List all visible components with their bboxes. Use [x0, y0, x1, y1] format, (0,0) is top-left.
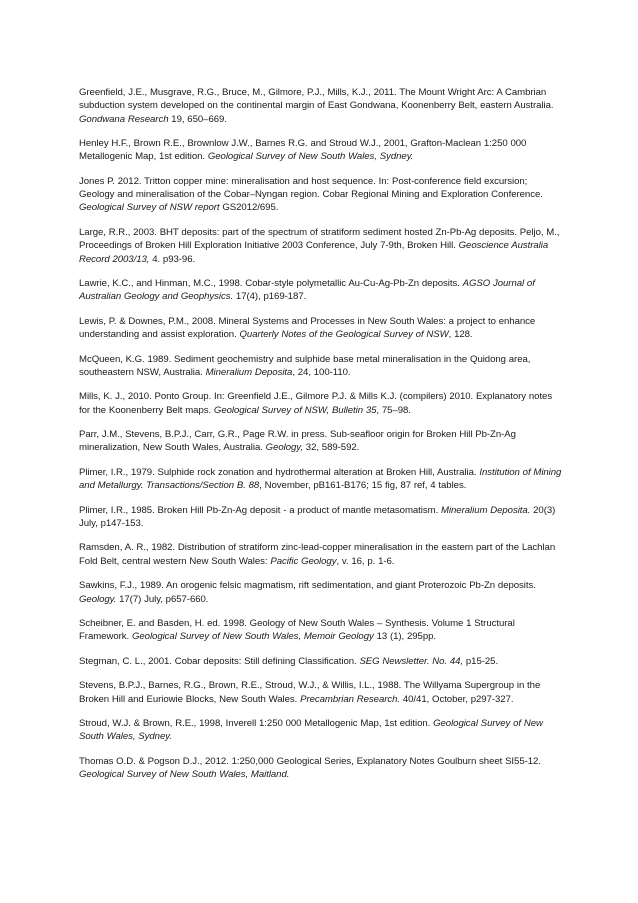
reference-entry: Thomas O.D. & Pogson D.J., 2012. 1:250,000 Geological Series, Explanatory Notes Goulburn sheet SI55-12. Geological Survey of New South Wales, Maitland.: [79, 755, 541, 781]
reference-entry: Lewis, P. & Downes, P.M., 2008. Mineral Systems and Processes in New South Wales: a project to enhance understanding and assist exploration. Quarterly Notes of the Geological Survey of NSW, 128.: [79, 315, 536, 341]
reference-entry: Parr, J.M., Stevens, B.P.J., Carr, G.R., Page R.W. in press. Sub-seafloor origin for Broken Hill Pb-Zn-Ag mineralization, New South Wales, Australia. Geology, 32, 589-592.: [79, 429, 516, 454]
reference-entry: McQueen, K.G. 1989. Sediment geochemistry and sulphide base metal mineralisation in the Quidong area, southeastern NSW, Australia. Mineralium Deposita, 24, 100-110.: [79, 353, 531, 378]
reference-list: [79, 86, 565, 793]
reference-entry: Sawkins, F.J., 1989. An orogenic felsic magmatism, rift sedimentation, and giant Proterozoic Pb-Zn deposits. Geology. 17(7) July, p657-660.: [79, 580, 536, 605]
reference-entry: Henley H.F., Brown R.E., Brownlow J.W., Barnes R.G. and Stroud W.J., 2001, Grafton-Maclean 1:250 000 Metallogenic Map, 1st edition. Geological Survey of New South Wales, Sydney.: [79, 138, 527, 163]
reference-entry: Mills, K. J., 2010. Ponto Group. In: Greenfield J.E., Gilmore P.J. & Mills K.J. (compilers) 2010. Explanatory notes for the Koonenberry Belt maps. Geological Survey of NSW, Bulletin 35, 75–98.: [79, 391, 553, 416]
reference-entry: Stevens, B.P.J., Barnes, R.G., Brown, R.E., Stroud, W.J., & Willis, I.L., 1988. The Willyama Supergroup in the Broken Hill and Euriowie Blocks, New South Wales. Precambrian Research. 40/41, October, p297-327.: [79, 680, 541, 705]
reference-entry: Stroud, W.J. & Brown, R.E., 1998, Inverell 1:250 000 Metallogenic Map, 1st edition. Geological Survey of New South Wales, Sydney.: [79, 718, 543, 743]
reference-entry: Jones P. 2012. Tritton copper mine: mineralisation and host sequence. In: Post-conference field excursion; Geology and mineralisation of the Cobar–Nyngan region. Cobar Regional Mining and Exploration Conference. Geological Survey of NSW report GS2012/695.: [79, 175, 543, 214]
reference-entry: Greenfield, J.E., Musgrave, R.G., Bruce, M., Gilmore, P.J., Mills, K.J., 2011. The Mount Wright Arc: A Cambrian subduction system developed on the continental margin of East Gondwana, Koonenberry Belt, eastern Australia. Gondwana Research 19, 650–669.: [79, 87, 554, 125]
reference-entry: Plimer, I.R., 1985. Broken Hill Pb-Zn-Ag deposit - a product of mantle metasomatism. Mineralium Deposita. 20(3) July, p147-153.: [79, 504, 556, 529]
reference-entry: Large, R.R., 2003. BHT deposits: part of the spectrum of stratiform sediment hosted Zn-Pb-Ag deposits. Peljo, M., Proceedings of Broken Hill Exploration Initiative 2003 Conference, July 7-9th, Broken Hill. Geoscience Australia Record 2003/13, 4. p93-96.: [79, 226, 560, 265]
reference-entry: Stegman, C. L., 2001. Cobar deposits: Still defining Classification. SEG Newsletter. No. 44, p15-25.: [79, 655, 499, 667]
reference-entry: Plimer, I.R., 1979. Sulphide rock zonation and hydrothermal alteration at Broken Hill, Australia. Institution of Mining and Metallurgy. Transactions/Section B. 88, November, pB161-B176; 15 fig, 87 ref, 4 tables.: [79, 466, 562, 492]
reference-entry: Lawrie, K.C., and Hinman, M.C., 1998. Cobar-style polymetallic Au-Cu-Ag-Pb-Zn deposits. AGSO Journal of Australian Geology and Geophysics. 17(4), p169-187.: [79, 278, 535, 303]
reference-entry: Ramsden, A. R., 1982. Distribution of stratiform zinc-lead-copper mineralisation in the eastern part of the Lachlan Fold Belt, central western New South Wales: Pacific Geology, v. 16, p. 1-6.: [79, 542, 556, 567]
reference-entry: Scheibner, E. and Basden, H. ed. 1998. Geology of New South Wales – Synthesis. Volume 1 Structural Framework. Geological Survey of New South Wales, Memoir Geology 13 (1), 295pp.: [79, 618, 515, 643]
